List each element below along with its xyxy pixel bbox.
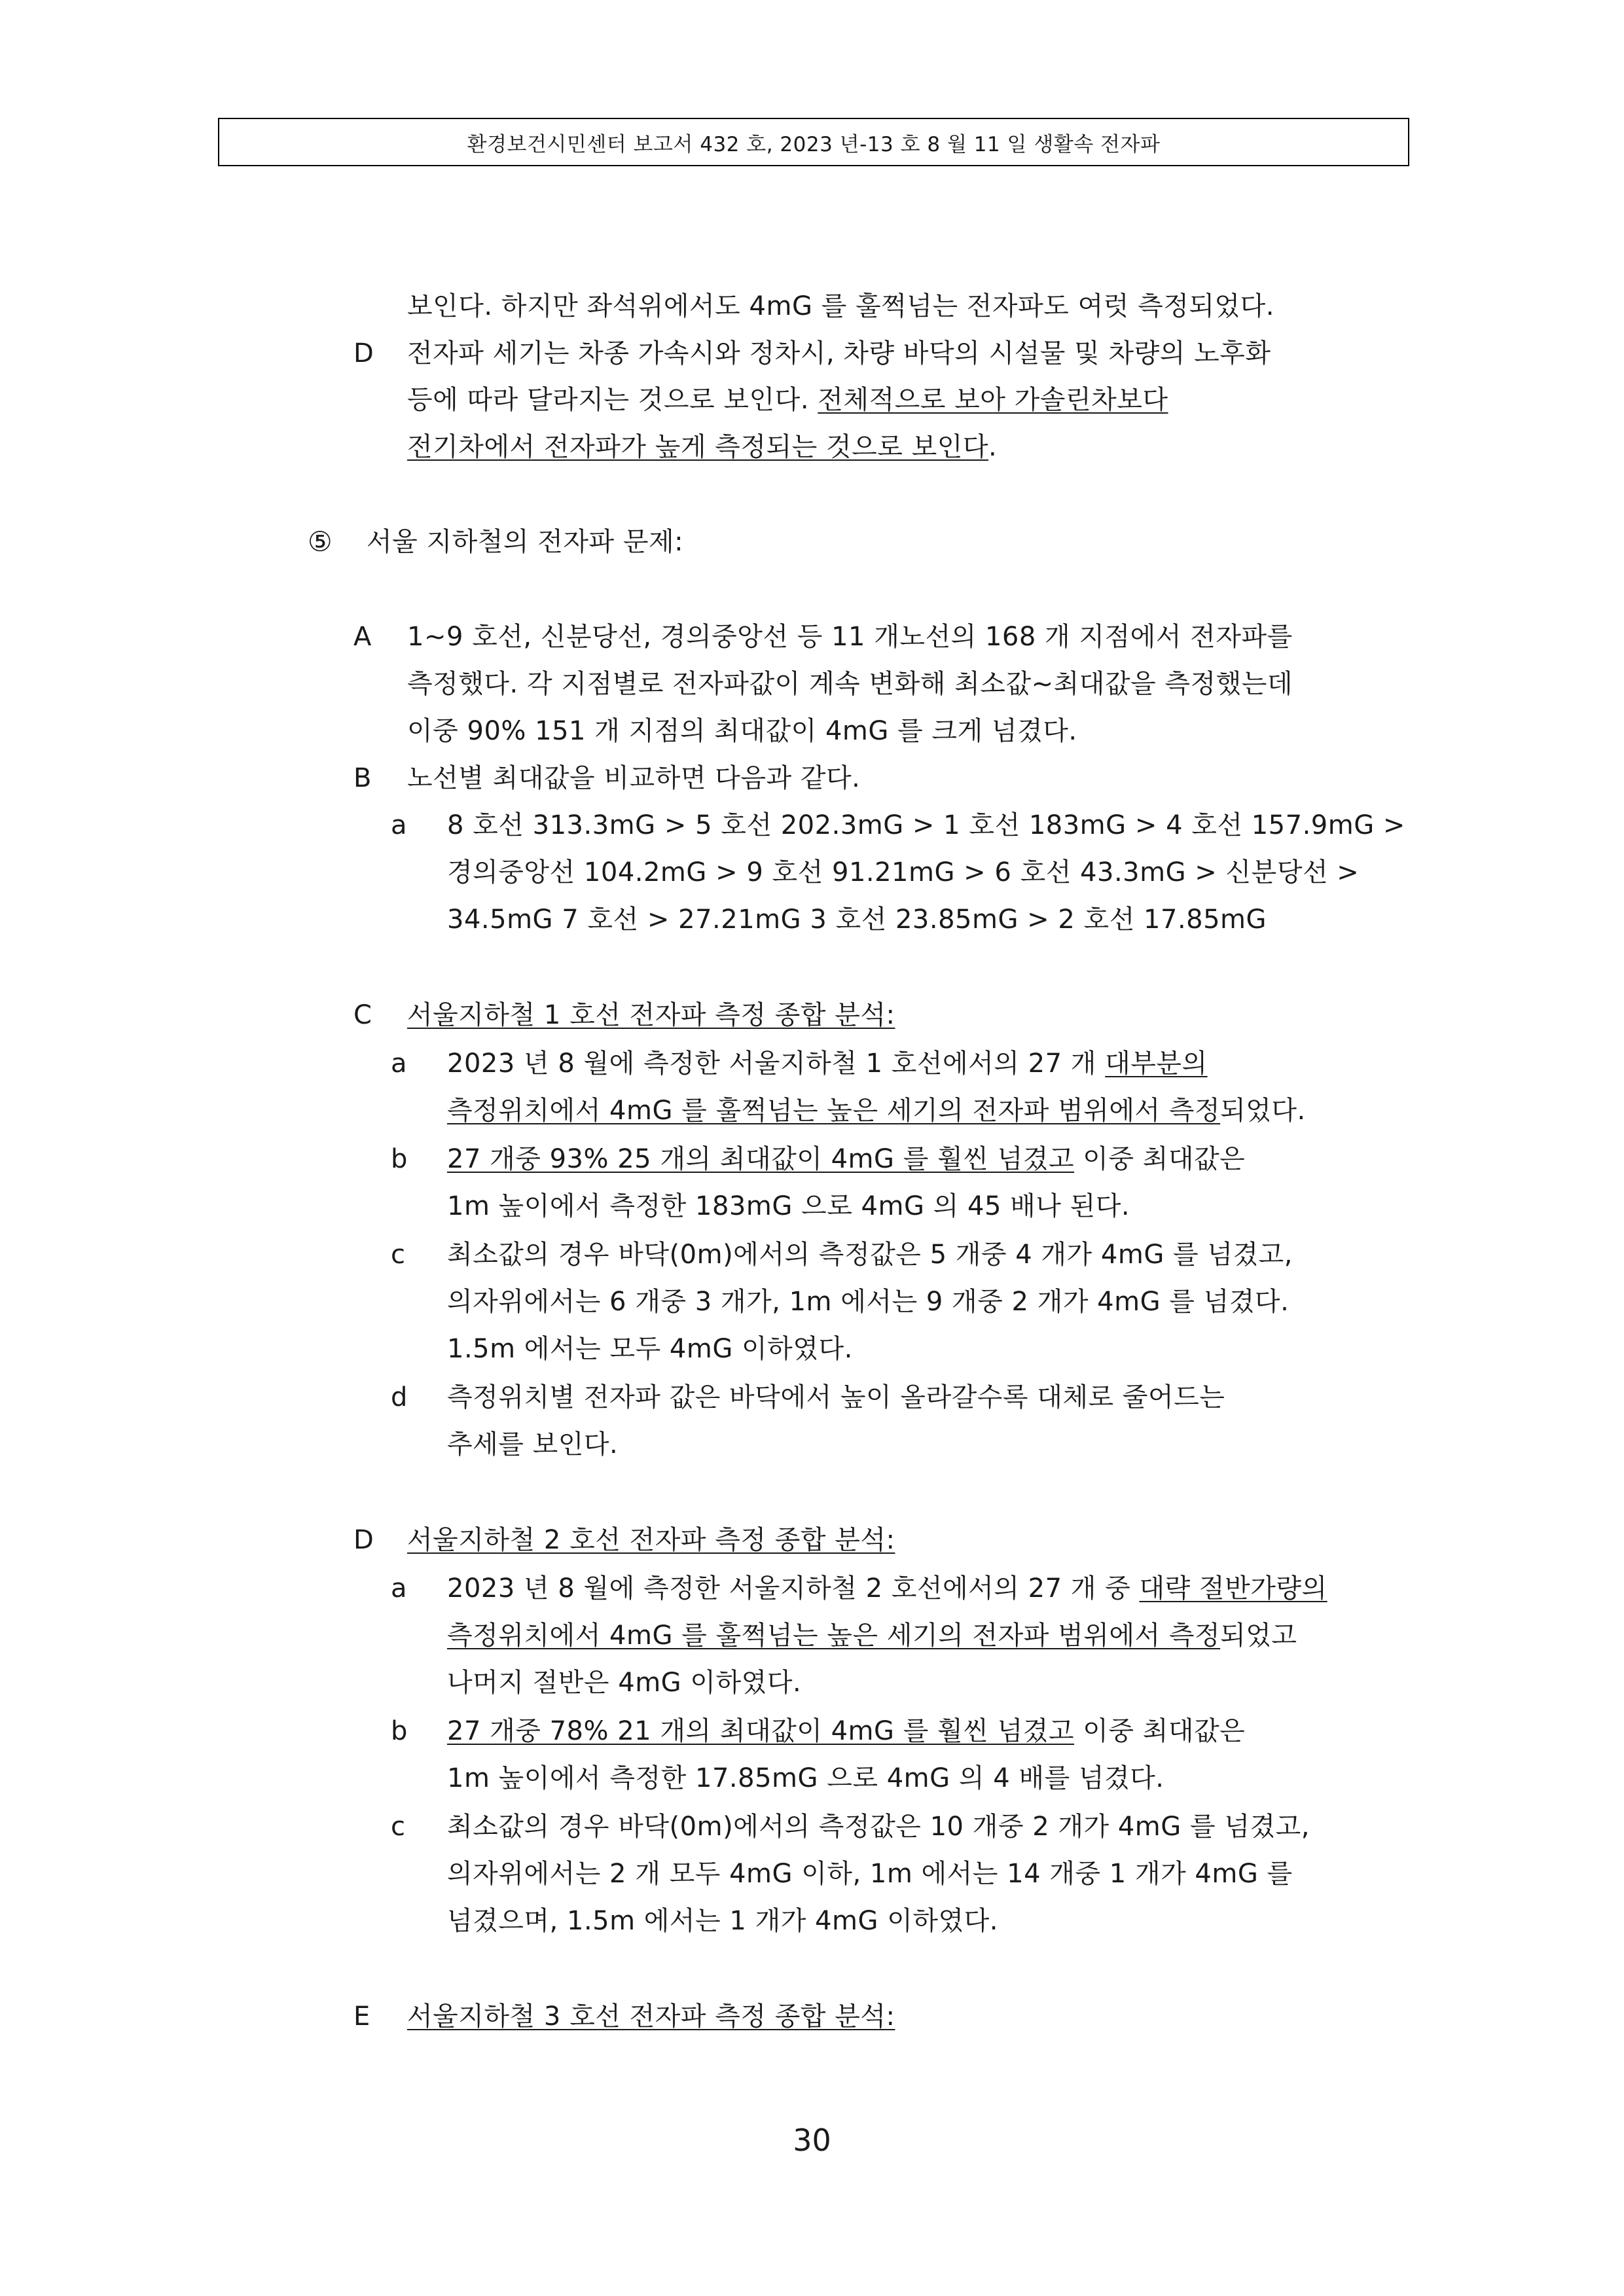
report-header: 환경보건시민센터 보고서 432 호, 2023 년-13 호 8 월 11 일 생활속 전자파: [218, 118, 1409, 166]
subitem-marker-a: a: [391, 810, 407, 840]
paragraph-line: 의자위에서는 6 개중 3 개가, 1m 에서는 9 개중 2 개가 4mG 를 넘겼다.: [447, 1287, 1290, 1317]
subitem-marker-d: d: [391, 1382, 408, 1412]
paragraph-line: 2023 년 8 월에 측정한 서울지하철 1 호선에서의 27 개 대부분의: [447, 1049, 1208, 1079]
paragraph-line: 의자위에서는 2 개 모두 4mG 이하, 1m 에서는 14 개중 1 개가 4mG 를: [447, 1859, 1293, 1889]
underlined-text: 27 개중 93% 25 개의 최대값이 4mG 를 훨씬 넘겼고: [447, 1144, 1075, 1174]
paragraph-line: 27 개중 78% 21 개의 최대값이 4mG 를 훨씬 넘겼고 이중 최대값은: [447, 1716, 1246, 1746]
paragraph-line: 27 개중 93% 25 개의 최대값이 4mG 를 훨씬 넘겼고 이중 최대값은: [447, 1144, 1246, 1174]
subsection-title: [407, 1522, 895, 1558]
paragraph-line: 전자파 세기는 차종 가속시와 정차시, 차량 바닥의 시설물 및 차량의 노후화: [407, 338, 1271, 368]
subsection-title: [407, 1998, 895, 2035]
subitem-marker-c: c: [391, 1812, 405, 1842]
item-marker-E: E: [353, 2001, 370, 2032]
paragraph-line: 전기차에서 전자파가 높게 측정되는 것으로 보인다.: [407, 432, 998, 462]
underlined-text: 대략 절반가량의: [1139, 1573, 1327, 1604]
subitem-marker-b: b: [391, 1716, 408, 1746]
underlined-text: 대부분의: [1105, 1049, 1208, 1079]
item-marker-D: D: [353, 338, 374, 368]
paragraph-line: 측정위치에서 4mG 를 훌쩍넘는 높은 세기의 전자파 범위에서 측정되었다.: [447, 1096, 1306, 1126]
item-marker-A: A: [353, 622, 372, 652]
paragraph-line: 추세를 보인다.: [447, 1429, 619, 1460]
paragraph-line: 최소값의 경우 바닥(0m)에서의 측정값은 10 개중 2 개가 4mG 를 넘겼고,: [447, 1812, 1310, 1842]
paragraph-line: 최소값의 경우 바닥(0m)에서의 측정값은 5 개중 4 개가 4mG 를 넘겼고,: [447, 1240, 1293, 1270]
page-number: 30: [793, 2123, 831, 2158]
underlined-text: 서울지하철 1 호선 전자파 측정 종합 분석:: [407, 1000, 895, 1030]
paragraph-line: 34.5mG 7 호선 > 27.21mG 3 호선 23.85mG > 2 호선 17.85mG: [447, 905, 1267, 935]
underlined-text: 전체적으로 보아 가솔린차보다: [818, 385, 1168, 415]
underlined-text: 측정위치에서 4mG 를 훌쩍넘는 높은 세기의 전자파 범위에서 측정: [447, 1621, 1221, 1651]
paragraph-line: 이중 90% 151 개 지점의 최대값이 4mG 를 크게 넘겼다.: [407, 716, 1077, 746]
underlined-text: 측정위치에서 4mG 를 훌쩍넘는 높은 세기의 전자파 범위에서 측정: [447, 1096, 1221, 1126]
paragraph-line: 측정했다. 각 지점별로 전자파값이 계속 변화해 최소값~최대값을 측정했는데: [407, 669, 1293, 699]
paragraph-line: 2023 년 8 월에 측정한 서울지하철 2 호선에서의 27 개 중 대략 절반가량의: [447, 1573, 1327, 1604]
subitem-marker-a: a: [391, 1573, 407, 1604]
section-number-circled-5: ⑤: [308, 526, 333, 558]
item-marker-B: B: [353, 763, 372, 793]
underlined-text: 서울지하철 3 호선 전자파 측정 종합 분석:: [407, 2001, 895, 2032]
subitem-marker-b: b: [391, 1144, 408, 1174]
section-title: 서울 지하철의 전자파 문제:: [367, 527, 684, 557]
paragraph-line: 측정위치별 전자파 값은 바닥에서 높이 올라갈수록 대체로 줄어드는: [447, 1382, 1225, 1412]
item-marker-C: C: [353, 1000, 372, 1030]
subitem-marker-c: c: [391, 1240, 405, 1270]
paragraph-line: 노선별 최대값을 비교하면 다음과 같다.: [407, 763, 861, 793]
subitem-marker-a: a: [391, 1049, 407, 1079]
subsection-title: [407, 997, 895, 1033]
paragraph-line: 등에 따라 달라지는 것으로 보인다. 전체적으로 보아 가솔린차보다: [407, 385, 1168, 415]
continuation-line: 보인다. 하지만 좌석위에서도 4mG 를 훌쩍넘는 전자파도 여럿 측정되었다.: [407, 291, 1274, 321]
paragraph-line: 1m 높이에서 측정한 183mG 으로 4mG 의 45 배나 된다.: [447, 1191, 1130, 1221]
paragraph-line: 8 호선 313.3mG > 5 호선 202.3mG > 1 호선 183mG > 4 호선 157.9mG >: [447, 810, 1405, 840]
paragraph-line: 측정위치에서 4mG 를 훌쩍넘는 높은 세기의 전자파 범위에서 측정되었고: [447, 1621, 1297, 1651]
paragraph-line: 경의중앙선 104.2mG > 9 호선 91.21mG > 6 호선 43.3mG > 신분당선 >: [447, 857, 1360, 888]
paragraph-line: 1.5m 에서는 모두 4mG 이하였다.: [447, 1334, 853, 1364]
item-marker-D: D: [353, 1525, 374, 1555]
underlined-text: 전기차에서 전자파가 높게 측정되는 것으로 보인다: [407, 432, 989, 462]
underlined-text: 27 개중 78% 21 개의 최대값이 4mG 를 훨씬 넘겼고: [447, 1716, 1075, 1746]
paragraph-line: 나머지 절반은 4mG 이하였다.: [447, 1668, 802, 1698]
underlined-text: 서울지하철 2 호선 전자파 측정 종합 분석:: [407, 1525, 895, 1555]
paragraph-line: 1m 높이에서 측정한 17.85mG 으로 4mG 의 4 배를 넘겼다.: [447, 1763, 1164, 1793]
paragraph-line: 넘겼으며, 1.5m 에서는 1 개가 4mG 이하였다.: [447, 1906, 998, 1936]
paragraph-line: 1~9 호선, 신분당선, 경의중앙선 등 11 개노선의 168 개 지점에서 전자파를: [407, 622, 1293, 652]
